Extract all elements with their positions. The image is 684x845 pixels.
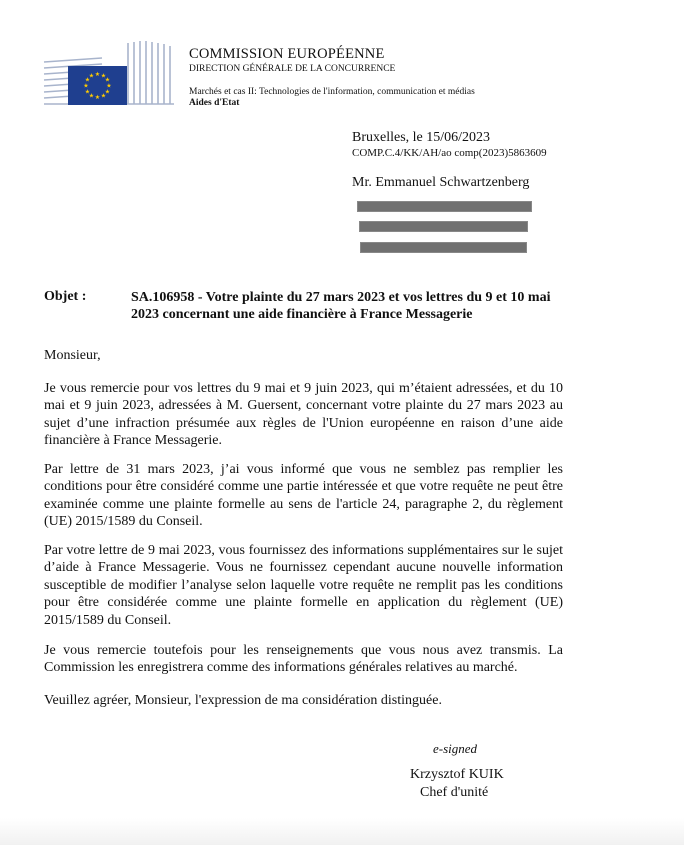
- svg-text:★: ★: [88, 72, 95, 80]
- body-paragraph: Par votre lettre de 9 mai 2023, vous fournissez des informations supplémentaires sur le sujet d’aide à France Messagerie. Vous ne fournissez cependant aucune nouvelle information susceptible de modifier l’analyse selon laquelle votre requête ne remplit pas les conditions pour être considérée comme une plainte formelle en application du règlement (UE) 2015/1589 du Conseil.: [44, 543, 563, 628]
- body-paragraph: Je vous remercie toutefois pour les renseignements que vous nous avez transmis. La Commission les enregistrera comme des informations générales relatives au marché.: [44, 643, 563, 676]
- svg-text:★: ★: [88, 92, 95, 100]
- svg-text:★: ★: [106, 82, 112, 90]
- sub-unit-name: Aides d'Etat: [189, 98, 240, 108]
- svg-text:★: ★: [94, 71, 101, 78]
- svg-text:★: ★: [100, 72, 107, 80]
- place-date: Bruxelles, le 15/06/2023: [352, 130, 491, 145]
- unit-name: Marchés et cas II: Technologies de l'information, communication et médias: [189, 87, 475, 97]
- eu-commission-logo: [42, 40, 177, 107]
- subject-label: Objet :: [44, 289, 87, 304]
- redacted-address-line: [357, 201, 532, 212]
- redacted-address-line: [360, 242, 527, 253]
- signer-title: Chef d'unité: [420, 785, 489, 800]
- closing-paragraph: Veuillez agréer, Monsieur, l'expression de ma considération distinguée.: [44, 693, 442, 708]
- signer-name: Krzysztof KUIK: [410, 767, 504, 782]
- reference-number: COMP.C.4/KK/AH/ao comp(2023)5863609: [352, 147, 547, 159]
- svg-text:★: ★: [84, 76, 91, 84]
- e-signed-label: e-signed: [433, 741, 478, 756]
- subject-text: SA.106958 - Votre plainte du 27 mars 2023 et vos lettres du 9 et 10 mai 2023 concernant une aide financière à France Messagerie: [131, 290, 551, 322]
- org-name: COMMISSION EUROPÉENNE: [189, 46, 385, 62]
- recipient-name: Mr. Emmanuel Schwartzenberg: [352, 175, 530, 190]
- directorate-name: DIRECTION GÉNÉRALE DE LA CONCURRENCE: [189, 64, 396, 74]
- svg-text:★: ★: [104, 76, 111, 84]
- body-paragraph: Par lettre de 31 mars 2023, j’ai vous informé que vous ne semblez pas remplier les conditions pour être considéré comme une partie intéressée et que votre requête ne peut être examinée comme une plainte formelle au sens de l'article 24, paragraphe 2, du règlement (UE) 2015/1589 du Conseil.: [44, 462, 563, 530]
- svg-text:★: ★: [84, 88, 91, 96]
- svg-text:★: ★: [100, 92, 107, 100]
- svg-text:★: ★: [83, 82, 89, 90]
- svg-text:★: ★: [94, 94, 101, 101]
- svg-text:★: ★: [104, 88, 111, 96]
- greeting: Monsieur,: [44, 348, 101, 363]
- body-paragraph: Je vous remercie pour vos lettres du 9 mai et 9 juin 2023, qui m’étaient adressées, et du 10 mai et 9 juin 2023, adressées à M. Guersent, concernant votre plainte du 27 mars 2023 au sujet d’une infraction présumée aux règles de l'Union européenne en raison d’une aide financière à France Messagerie.: [44, 381, 563, 449]
- redacted-address-line: [359, 221, 528, 232]
- page-bottom-shade: [0, 818, 684, 845]
